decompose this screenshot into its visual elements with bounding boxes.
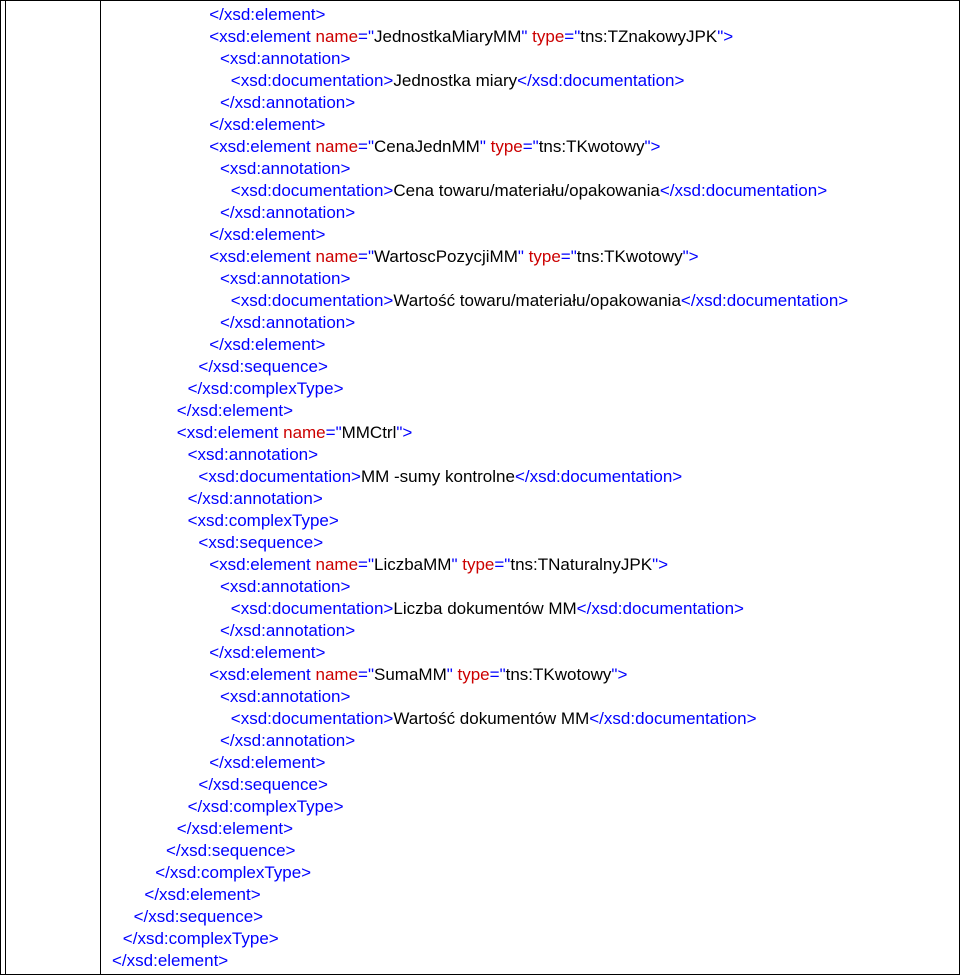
xml-markup: </xsd:element> <box>176 819 294 838</box>
gutter-column <box>1 1 101 974</box>
xml-markup: <xsd:annotation> <box>220 49 351 68</box>
attribute-value: tns:TKwotowy <box>538 137 645 156</box>
attribute-name: name <box>315 247 359 266</box>
code-line <box>101 312 848 334</box>
code-line <box>101 444 848 466</box>
xml-markup: </xsd:element> <box>209 5 326 24</box>
xml-markup: </xsd:element> <box>209 643 326 662</box>
xml-markup: =" <box>358 555 374 574</box>
xml-markup: =" <box>489 665 506 684</box>
code-line <box>101 246 848 268</box>
attribute-value: CenaJednMM <box>374 137 480 156</box>
documentation-text: Jednostka miary <box>393 71 518 90</box>
attribute-name: type <box>532 27 565 46</box>
code-line <box>101 422 848 444</box>
xml-markup: <xsd:element <box>209 555 316 574</box>
attribute-name: type <box>462 555 495 574</box>
attribute-name: name <box>315 555 359 574</box>
xml-markup: <xsd:element <box>209 137 316 156</box>
code-column <box>101 1 959 974</box>
code-line <box>101 818 848 840</box>
code-line <box>101 136 848 158</box>
code-line <box>101 862 848 884</box>
attribute-name: name <box>315 137 359 156</box>
xml-markup: <xsd:sequence> <box>198 533 324 552</box>
xml-markup: </xsd:documentation> <box>576 599 744 618</box>
xml-markup: " <box>451 555 463 574</box>
xml-markup: <xsd:documentation> <box>198 467 361 486</box>
xml-markup: </xsd:complexType> <box>187 379 344 398</box>
code-line <box>101 620 848 642</box>
xml-markup: <xsd:documentation> <box>230 709 394 728</box>
xml-markup: </xsd:documentation> <box>659 181 828 200</box>
code-line <box>101 730 848 752</box>
xml-markup: </xsd:annotation> <box>220 313 356 332</box>
attribute-name: type <box>528 247 561 266</box>
xml-markup: </xsd:documentation> <box>680 291 849 310</box>
xml-markup: </xsd:annotation> <box>220 93 356 112</box>
code-line <box>101 554 848 576</box>
code-line <box>101 576 848 598</box>
xml-markup: </xsd:documentation> <box>514 467 683 486</box>
code-line <box>101 356 848 378</box>
attribute-name: type <box>490 137 523 156</box>
xml-markup: </xsd:annotation> <box>220 621 356 640</box>
code-line <box>101 796 848 818</box>
xml-markup: =" <box>560 247 577 266</box>
code-line <box>101 92 848 114</box>
xml-markup: <xsd:annotation> <box>220 577 351 596</box>
xml-markup: <xsd:annotation> <box>220 687 351 706</box>
code-line <box>101 642 848 664</box>
code-line <box>101 840 848 862</box>
attribute-value: JednostkaMiaryMM <box>374 27 522 46</box>
xml-markup: </xsd:sequence> <box>133 907 264 926</box>
xml-markup: "> <box>611 665 628 684</box>
attribute-value: LiczbaMM <box>374 555 452 574</box>
code-line <box>101 268 848 290</box>
code-line <box>101 48 848 70</box>
attribute-name: type <box>457 665 490 684</box>
code-line <box>101 202 848 224</box>
xml-markup: <xsd:element <box>209 27 316 46</box>
code-line <box>101 928 848 950</box>
xml-markup: "> <box>396 423 413 442</box>
xml-markup: </xsd:annotation> <box>187 489 323 508</box>
xml-markup: </xsd:sequence> <box>166 841 296 860</box>
attribute-name: name <box>283 423 326 442</box>
xml-markup: <xsd:element <box>209 247 316 266</box>
code-line <box>101 906 848 928</box>
attribute-value: SumaMM <box>374 665 447 684</box>
code-line <box>101 752 848 774</box>
xml-markup: =" <box>494 555 511 574</box>
xml-markup: =" <box>358 665 374 684</box>
xml-markup: "> <box>652 555 669 574</box>
xml-markup: <xsd:annotation> <box>220 269 351 288</box>
xml-markup: "> <box>717 27 734 46</box>
xml-markup: <xsd:documentation> <box>230 291 394 310</box>
xml-markup: </xsd:element> <box>209 115 326 134</box>
xsd-code-listing <box>101 4 848 972</box>
xml-markup: </xsd:sequence> <box>198 775 328 794</box>
xml-markup: </xsd:complexType> <box>122 929 279 948</box>
xml-markup: " <box>446 665 458 684</box>
attribute-value: tns:TNaturalnyJPK <box>510 555 653 574</box>
xml-markup: </xsd:element> <box>209 335 326 354</box>
documentation-text: Wartość towaru/materiału/opakowania <box>393 291 681 310</box>
code-line <box>101 114 848 136</box>
xml-markup: =" <box>358 247 374 266</box>
code-line <box>101 70 848 92</box>
attribute-value: MMCtrl <box>341 423 397 442</box>
xml-markup: </xsd:annotation> <box>220 731 356 750</box>
code-line <box>101 400 848 422</box>
xml-markup: <xsd:element <box>209 665 316 684</box>
xml-markup: </xsd:annotation> <box>220 203 356 222</box>
code-line <box>101 708 848 730</box>
xml-markup: =" <box>325 423 342 442</box>
xml-markup: =" <box>564 27 581 46</box>
xml-markup: <xsd:documentation> <box>230 599 394 618</box>
code-line <box>101 224 848 246</box>
xml-markup: </xsd:element> <box>176 401 294 420</box>
xml-markup: =" <box>358 27 374 46</box>
attribute-value: WartoscPozycjiMM <box>374 247 518 266</box>
code-line <box>101 4 848 26</box>
xml-markup: </xsd:element> <box>112 951 229 970</box>
xml-markup: <xsd:element <box>176 423 284 442</box>
code-line <box>101 532 848 554</box>
xml-markup: </xsd:documentation> <box>517 71 685 90</box>
xml-markup: </xsd:element> <box>209 225 326 244</box>
attribute-name: name <box>315 27 359 46</box>
documentation-text: Cena towaru/materiału/opakowania <box>393 181 660 200</box>
code-line <box>101 774 848 796</box>
attribute-value: tns:TZnakowyJPK <box>580 27 718 46</box>
xml-markup: " <box>521 27 533 46</box>
code-line <box>101 290 848 312</box>
xml-markup: </xsd:documentation> <box>589 709 757 728</box>
xml-markup: " <box>517 247 529 266</box>
xml-markup: " <box>479 137 491 156</box>
gutter-rule <box>5 0 101 975</box>
code-line <box>101 378 848 400</box>
documentation-text: MM -sumy kontrolne <box>360 467 515 486</box>
xml-markup: <xsd:annotation> <box>220 159 351 178</box>
xml-markup: "> <box>644 137 661 156</box>
code-line <box>101 334 848 356</box>
xml-markup: <xsd:documentation> <box>230 181 394 200</box>
xml-markup: </xsd:element> <box>144 885 261 904</box>
xml-markup: </xsd:sequence> <box>198 357 328 376</box>
attribute-value: tns:TKwotowy <box>505 665 612 684</box>
attribute-value: tns:TKwotowy <box>576 247 683 266</box>
code-line <box>101 598 848 620</box>
xml-markup: <xsd:complexType> <box>187 511 339 530</box>
code-line <box>101 950 848 972</box>
xml-markup: "> <box>682 247 699 266</box>
code-line <box>101 510 848 532</box>
xml-markup: <xsd:annotation> <box>187 445 319 464</box>
xml-markup: </xsd:complexType> <box>155 863 312 882</box>
code-line <box>101 26 848 48</box>
code-line <box>101 686 848 708</box>
code-line <box>101 180 848 202</box>
code-line <box>101 158 848 180</box>
code-line <box>101 664 848 686</box>
xml-markup: </xsd:complexType> <box>187 797 344 816</box>
xml-markup: </xsd:element> <box>209 753 326 772</box>
documentation-text: Wartość dokumentów MM <box>393 709 590 728</box>
documentation-text: Liczba dokumentów MM <box>393 599 577 618</box>
code-line <box>101 488 848 510</box>
xml-markup: <xsd:documentation> <box>230 71 394 90</box>
attribute-name: name <box>315 665 359 684</box>
code-line <box>101 884 848 906</box>
xml-markup: =" <box>358 137 374 156</box>
code-line <box>101 466 848 488</box>
xml-markup: =" <box>522 137 539 156</box>
